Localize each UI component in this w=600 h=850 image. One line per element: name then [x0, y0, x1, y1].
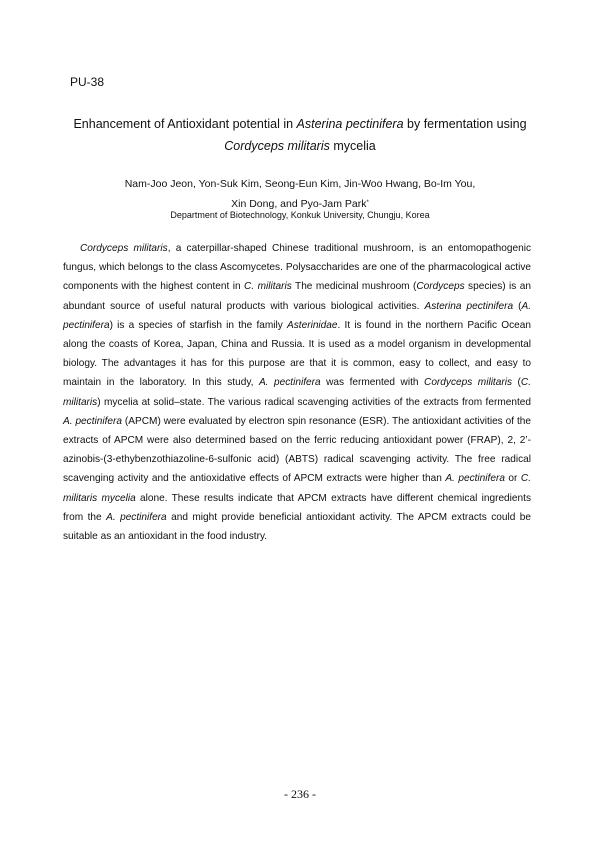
abstract-italic-run: A. pectinifera — [63, 415, 123, 427]
abstract-text-run: The medicinal mushroom ( — [291, 281, 417, 293]
page-number: - 236 - — [284, 787, 316, 801]
abstract-italic-run: Cordyceps — [416, 281, 465, 293]
abstract-italic-run: Asterina pectinifera — [424, 300, 514, 312]
abstract-text-run: or — [504, 473, 521, 485]
authors-line-1: Nam-Joo Jeon, Yon-Suk Kim, Seong-Eun Kim, Jin-Woo Hwang, Bo-Im You, — [124, 178, 476, 190]
abstract-italic-run: C. militaris mycelia — [63, 473, 531, 504]
abstract-italic-run: A. pectinifera — [63, 300, 532, 331]
abstract-text-run: . It is found in the northern Pacific Ocean along the coasts of Korea, Japan, China and Russia. It is used as a model organism in developmental biology. The advantages it has for this purpose are that it is common, easy to collect, and easy to maintain in the laboratory. In this study, — [63, 319, 531, 389]
abstract-text-run: species) is an abundant source of useful natural products with various biological activities. — [63, 281, 532, 312]
abstract-italic-run: C. militaris — [63, 377, 531, 408]
abstract-text-run: was fermented with — [320, 377, 425, 389]
abstract-italic-run: Asterinidae — [287, 319, 338, 331]
abstract-text-run: and might provide beneficial antioxidant activity. The APCM extracts could be suitable as an antioxidant in the food industry. — [63, 511, 531, 543]
authors-line-2: Xin Dong, and Pyo-Jam Park — [231, 198, 367, 210]
abstract-text-run: ) mycelia at solid–state. The various radical scavenging activities of the extracts from fermented — [97, 396, 531, 408]
affiliation: Department of Biotechnology, Konkuk University, Chungju, Korea — [170, 210, 430, 220]
abstract-text-run: , a caterpillar-shaped Chinese traditional mushroom, is an entomopathogenic fungus, which belongs to the class Ascomycetes. Polysaccharides are one of the pharmacological active components with the highest content in — [63, 243, 531, 293]
title-species: Asterina pectinifera — [296, 117, 404, 131]
abstract-italic-run: A. pectinifera — [258, 377, 321, 389]
title-part: mycelia — [329, 139, 376, 153]
abstract-text-run: alone. These results indicate that APCM extracts have different chemical ingredients from the — [63, 492, 531, 523]
abstract-text-run: ( — [513, 300, 522, 312]
abstract-italic-run: Cordyceps militaris — [424, 377, 513, 389]
corresponding-mark: * — [366, 200, 369, 206]
abstract-italic-run: Cordyceps militaris — [80, 243, 168, 254]
abstract-italic-run: A. pectinifera — [106, 511, 167, 523]
abstract-text-run: ) is a species of starfish in the family — [109, 319, 288, 331]
title-organism: Cordyceps militaris — [224, 139, 330, 153]
abstract-text-run: ( — [512, 377, 521, 389]
abstract-italic-run: A. pectinifera — [445, 473, 505, 485]
poster-code: PU-38 — [70, 75, 105, 89]
title-part: by fermentation using — [403, 117, 527, 131]
title-part: Enhancement of Antioxidant potential in — [73, 117, 297, 131]
abstract-text-run: (APCM) were evaluated by electron spin resonance (ESR). The antioxidant activities of the extracts of APCM were also determined based on the ferric reducing antioxidant power (FRAP), 2, 2’-azinobis-(3-ethybenzothiazoline-6-sulfonic acid) (ABTS) radical scavenging activity. The free radical scavenging activity and the antioxidative effects of APCM extracts were higher than — [63, 415, 531, 485]
abstract-italic-run: C. militaris — [244, 281, 292, 293]
abstract-body — [63, 239, 531, 546]
paper-title — [60, 113, 540, 157]
